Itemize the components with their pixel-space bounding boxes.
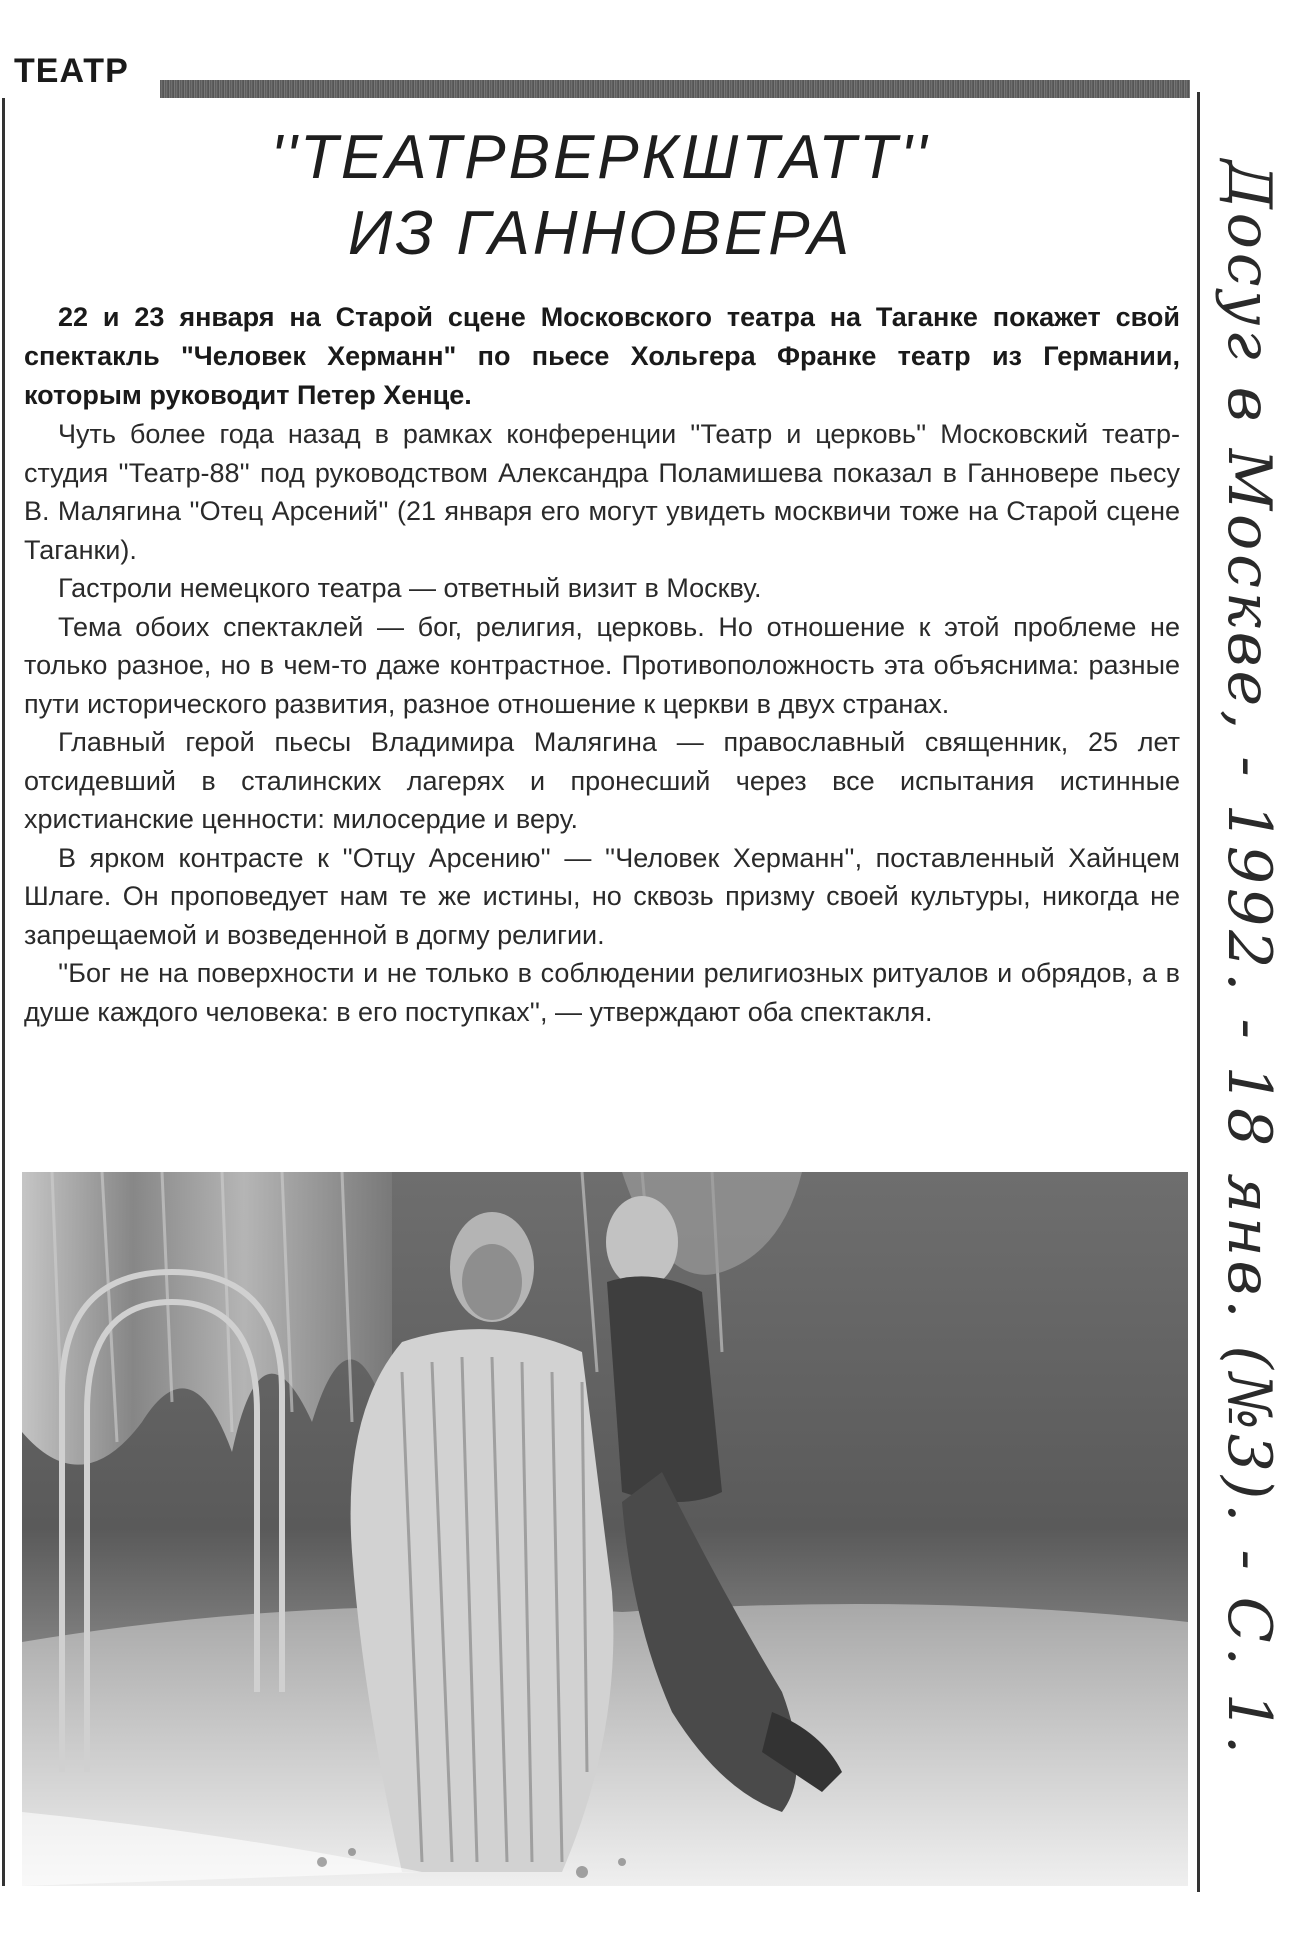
paragraph: Гастроли немецкого театра — ответный визит в Москву. [58,573,762,603]
paragraph: Главный герой пьесы Владимира Малягина — православный священник, 25 лет отсидевший в сталинских лагерях и пронесший через все испытания истинные христианские ценности: милосердие и веру. [24,727,1180,834]
headline-line-2: ИЗ ГАННОВЕРА [347,199,853,268]
paragraph: В ярком контрасте к ''Отцу Арсению'' — ''Человек Херманн'', поставленный Хайнцем Шлаге. Он проповедует нам те же истины, но сквозь призму своей культуры, никогда не запрещаемой и возведенной в догму религии. [24,842,1180,950]
section-rubric: ТЕАТР [14,52,129,90]
column-frame-right [1197,92,1200,1892]
paragraph: Тема обоих спектаклей — бог, религия, церковь. Но отношение к этой проблеме не только разное, но в чем-то даже контрастное. Противоположность эта объяснима: разные пути исторического развития, разное отношение к церкви в двух странах. [24,611,1180,719]
rubric-rule [160,80,1190,98]
paragraph: Чуть более года назад в рамках конференции ''Театр и церковь'' Московский театр-студия ''Театр-88'' под руководством Александра Поламишева показал в Ганновере пьесу В. Малягина ''Отец Арсений'' (21 января его могут увидеть москвичи тоже на Старой сцене Таганки). [24,419,1180,565]
stage-photo [22,1172,1188,1886]
article-body [24,415,1180,1031]
article-lead: 22 и 23 января на Старой сцене Московского театра на Таганке покажет свой спектакль "Человек Херманн" по пьесе Хольгера Франке театр из Германии, которым руководит Петер Хенце. [24,302,1180,410]
handwritten-citation [1216,160,1296,1800]
column-frame-left [2,98,5,1886]
handwritten-citation-text: Досуг в Москве, - 1992. - 18 янв. (№3). - С. 1. [1214,160,1284,1759]
article-headline [0,120,1200,272]
stage-photo-image [22,1172,1188,1886]
headline-line-1: ''ТЕАТРВЕРКШТАТТ'' [270,123,930,192]
paragraph: ''Бог не на поверхности и не только в соблюдении религиозных ритуалов и обрядов, а в душе каждого человека: в его поступках'', — утверждают оба спектакля. [24,958,1180,1027]
